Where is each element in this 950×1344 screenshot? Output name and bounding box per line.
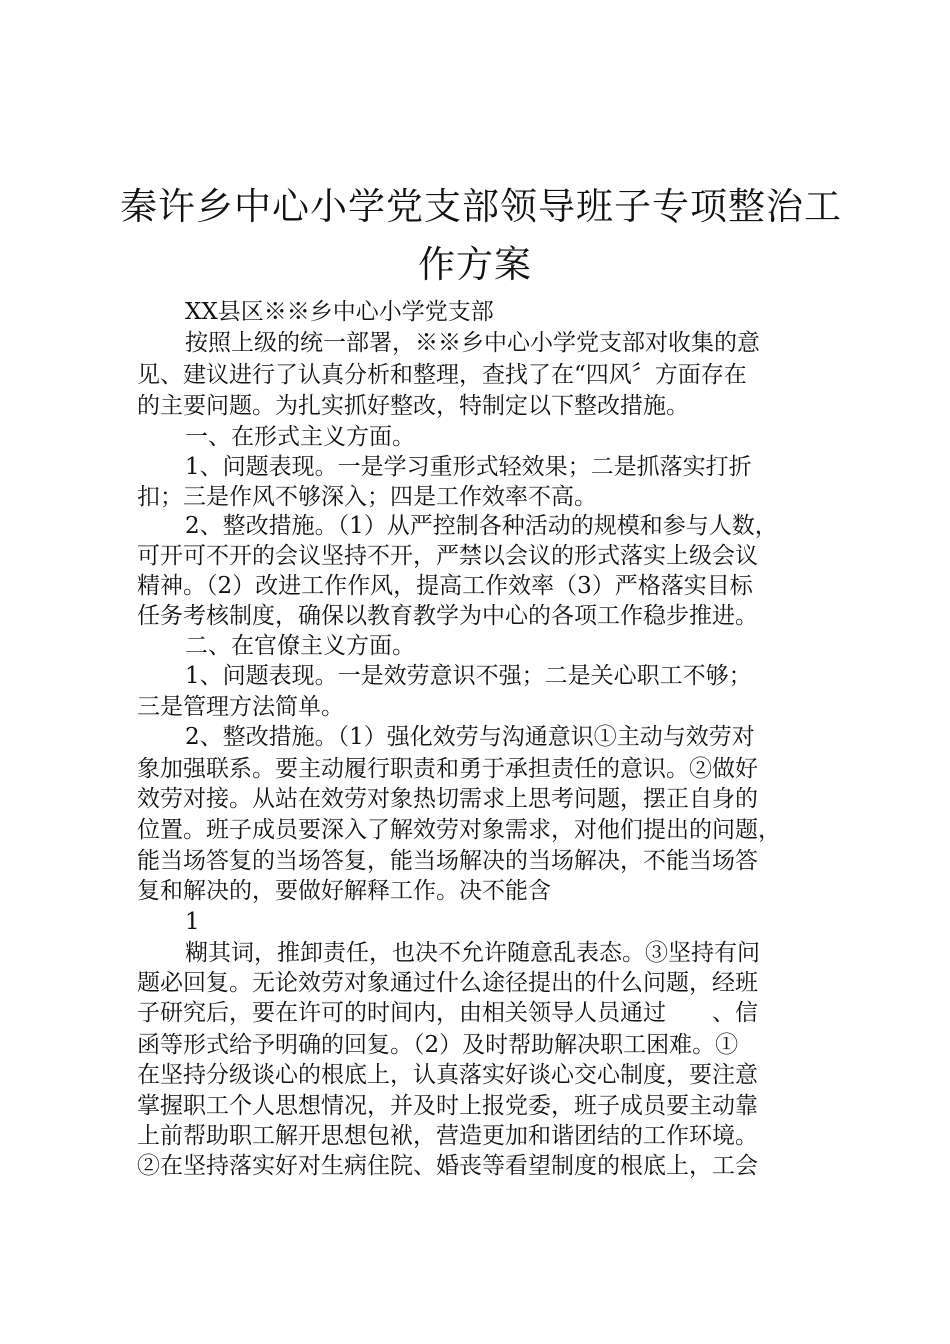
text-line: 可开可不开的会议坚持不开，严禁以会议的形式落实上级会议 — [137, 543, 758, 569]
text-line: 1、问题表现。一是效劳意识不强；二是关心职工不够； — [185, 663, 752, 689]
text-line: 见、建议进行了认真分析和整理，查找了在“四风〞方面存在 — [137, 362, 747, 388]
text-line: 2、整改措施。（1）强化效劳与沟通意识①主动与效劳对 — [185, 724, 755, 750]
text-line: 1、问题表现。一是学习重形式轻效果；二是抓落实打折 — [185, 454, 752, 480]
text-line: 二、在官僚主义方面。 — [185, 633, 415, 659]
text-line: 复和解决的，要做好解释工作。决不能含 — [137, 878, 551, 904]
text-line: 函等形式给予明确的回复。（2）及时帮助解决职工困难。① — [137, 1032, 739, 1058]
document-title-line-1: 秦许乡中心小学党支部领导班子专项整治工 — [120, 185, 842, 228]
text-line: 能当场答复的当场答复，能当场解决的当场解决，不能当场答 — [137, 848, 758, 874]
text-line: 一、在形式主义方面。 — [185, 424, 415, 450]
text-line: ②在坚持落实好对生病住院、婚丧等看望制度的根底上，工会 — [137, 1153, 758, 1179]
page-number: 1 — [185, 909, 200, 935]
document-title-line-2: 作方案 — [418, 243, 532, 286]
text-line: 位置。班子成员要深入了解效劳对象需求，对他们提出的问题， — [137, 817, 781, 843]
text-line: 2、整改措施。（1）从严控制各种活动的规模和参与人数， — [185, 513, 778, 539]
text-line: 任务考核制度，确保以教育教学为中心的各项工作稳步推进。 — [137, 603, 758, 629]
text-line: 按照上级的统一部署，※※乡中心小学党支部对收集的意 — [185, 330, 760, 356]
text-line: 在坚持分级谈心的根底上，认真落实好谈心交心制度，要注意 — [137, 1062, 758, 1088]
text-line: 糊其词，推卸责任，也决不允许随意乱表态。③坚持有问 — [185, 940, 760, 966]
text-line: 象加强联系。要主动履行职责和勇于承担责任的意识。②做好 — [137, 756, 758, 782]
text-line: 掌握职工个人思想情况，并及时上报党委，班子成员要主动靠 — [137, 1093, 758, 1119]
text-line: 上前帮助职工解开思想包袱，营造更加和谐团结的工作环境。 — [137, 1123, 758, 1149]
text-line: 三是管理方法简单。 — [137, 694, 344, 720]
text-line: 效劳对接。从站在效劳对象热切需求上思考问题，摆正自身的 — [137, 786, 758, 812]
text-line: XX县区※※乡中心小学党支部 — [185, 299, 494, 325]
text-line: 精神。（2）改进工作作风，提高工作效率（3）严格落实目标 — [137, 573, 753, 599]
text-line: 子研究后，要在许可的时间内，由相关领导人员通过 、信 — [137, 1000, 758, 1026]
text-line: 扣；三是作风不够深入；四是工作效率不高。 — [137, 484, 597, 510]
text-line: 题必回复。无论效劳对象通过什么途径提出的什么问题，经班 — [137, 970, 758, 996]
text-line: 的主要问题。为扎实抓好整改，特制定以下整改措施。 — [137, 393, 689, 419]
